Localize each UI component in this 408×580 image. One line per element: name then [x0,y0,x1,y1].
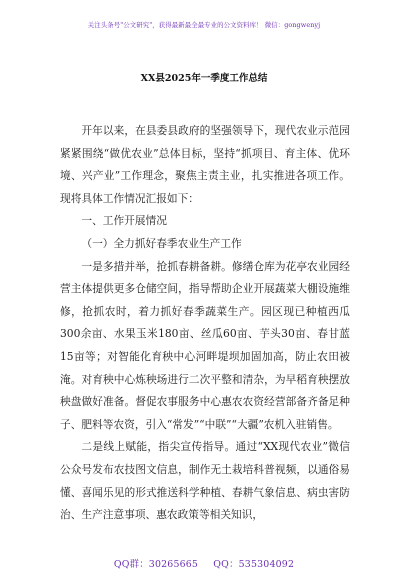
header-banner: 关注头条号"公文研究"，获得最新最全最专业的公文资料库！ 微信：gongwenyj [87,21,321,29]
body-paragraph-2: 二是线上赋能，指尖宣传指导。通过“XX现代农业”微信公众号发布农技图文信息，制作无土栽培科普视频，以通俗易懂、喜闻乐见的形式推送科学种植、春耕气象信息、病虫害防治、生产注意事项、惠农政策等相关知识， [60,440,350,522]
intro-paragraph: 开年以来，在县委县政府的坚强领导下，现代农业示范园紧紧围绕“做优农业”总体目标，坚持“抓项目、育主体、优环境、兴产业”工作理念，聚焦主责主业，扎实推进各项工作。现将具体工作情况汇报如下： [60,124,350,205]
body-paragraph-1: 一是多措并举，抢抓春耕备耕。修缮仓库为花亭农业园经营主体提供更多仓储空间，指导帮助企业开展蔬菜大棚设施维修，抢抓农时，着力抓好春季蔬菜生产。园区现已种植西瓜300余亩、水果玉米180亩、丝瓜60亩、芋头30亩、春甘蓝15亩等；对智能化育秧中心河畔堤坝加固加高，防止农田被淹。对育秧中心炼秧场进行二次平整和清杂，为早稻育秧摆放秧盘做好准备。督促农事服务中心惠农农资经营部备齐备足种子、肥料等农资，引入“常发”“中联”“大疆”农机入驻销售。 [60,259,350,431]
footer-qq: QQ：535304092 [213,559,295,570]
footer-qq-group: QQ群：30265665 [113,559,199,570]
subsection-heading: （一）全力抓好春季农业生产工作 [81,236,242,250]
document-title: XX县2025年一季度工作总结 [140,73,268,84]
document-body [60,120,350,527]
footer-contact [0,556,408,570]
section-heading: 一、工作开展情况 [81,214,167,228]
